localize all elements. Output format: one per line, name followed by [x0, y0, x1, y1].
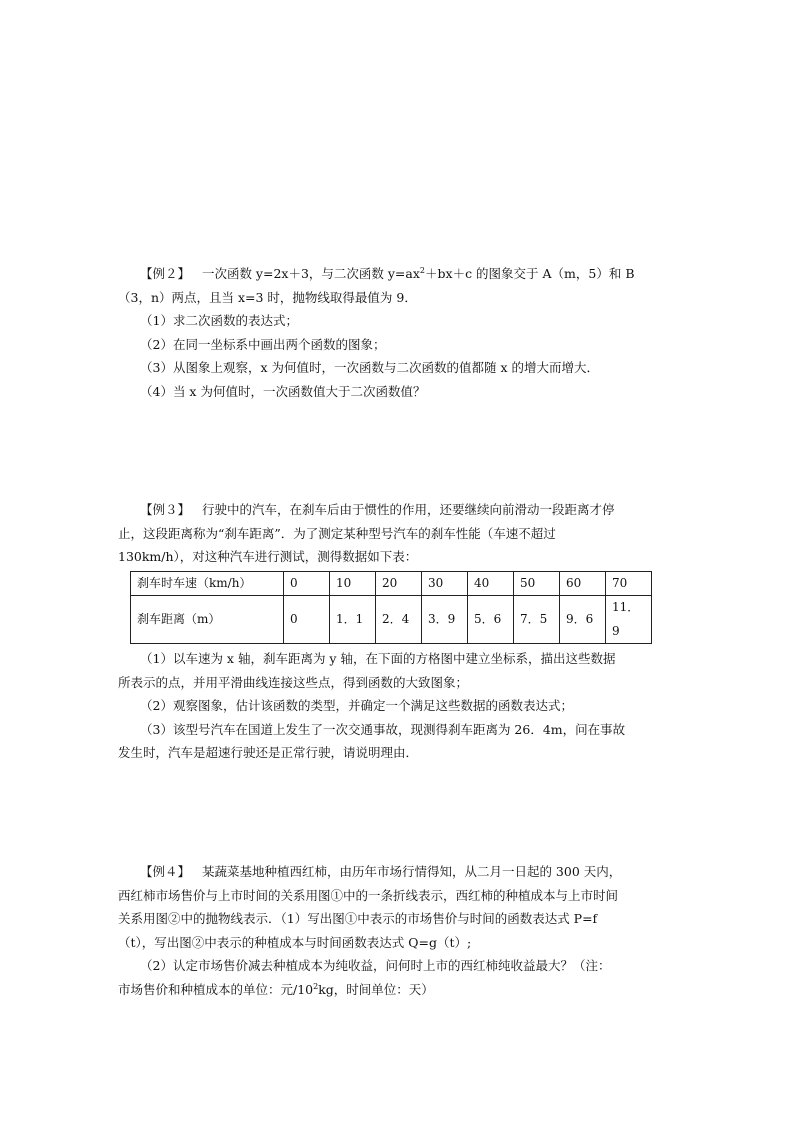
- example-2-text-b: ＋bx＋c 的图象交于 A（m，5）和 B: [425, 266, 635, 281]
- table-row: [131, 596, 652, 644]
- table-cell: 2．4: [376, 596, 422, 644]
- example-3-tag: 【例３】: [140, 502, 191, 517]
- example-3-line-3: 130km/h），对这种汽车进行测试，测得数据如下表：: [118, 549, 418, 564]
- example-4-units-a: 市场售价和种植成本的单位：元/10: [118, 981, 314, 997]
- example-4-line-3: 关系用图②中的抛物线表示．（1）写出图①中表示的市场售价与时间的函数表达式 P=f: [118, 911, 598, 926]
- table-cell: 20: [376, 571, 422, 596]
- example-2: [118, 262, 674, 403]
- example-2-question-2: （2）在同一坐标系中画出两个函数的图象；: [140, 336, 386, 352]
- example-4-line-4: （t），写出图②中表示的种植成本与时间函数表达式 Q=g（t）;: [118, 934, 472, 950]
- table-cell: 1．1: [330, 596, 376, 644]
- example-3: [118, 498, 674, 765]
- table-cell: 70: [606, 571, 652, 596]
- table-cell: 10: [330, 571, 376, 596]
- example-4-question-2b: [118, 978, 674, 1002]
- example-3-line-2: 止，这段距离称为“刹车距离”．为了测定某种型号汽车的刹车性能（车速不超过: [118, 525, 556, 541]
- table-cell: 5．6: [468, 596, 514, 644]
- table-cell: 40: [468, 571, 514, 596]
- example-4: [118, 860, 674, 1001]
- table-row-label: 刹车距离（m）: [131, 596, 284, 644]
- example-3-question-1b: 所表示的点，并用平滑曲线连接这些点，得到函数的大致图象；: [118, 674, 469, 690]
- example-4-units-b: kg，时间单位：天）: [318, 981, 434, 997]
- example-3-text: 行驶中的汽车，在刹车后由于惯性的作用，还要继续向前滑动一段距离才停: [201, 502, 615, 517]
- table-cell: 0: [284, 571, 330, 596]
- example-4-line-1: [118, 860, 674, 884]
- example-2-question-1: （1）求二次函数的表达式；: [140, 313, 298, 328]
- example-2-tag: 【例２】: [140, 266, 191, 281]
- table-row: [131, 571, 652, 596]
- table-cell: 50: [514, 571, 560, 596]
- table-cell: 11．9: [606, 596, 652, 644]
- example-2-text-a: 一次函数 y=2x＋3，与二次函数 y=ax: [201, 266, 420, 281]
- exponent: 2: [419, 266, 426, 275]
- example-3-question-3b: 发生时，汽车是超速行驶还是正常行驶，请说明理由．: [118, 745, 419, 760]
- table-cell: 9．6: [560, 596, 606, 644]
- example-4-line-2: 西红柿市场售价与上市时间的关系用图①中的一条折线表示，西红柿的种植成本与上市时间: [118, 887, 619, 903]
- example-3-line-1: [118, 498, 674, 522]
- table-row-label: 刹车时车速（km/h）: [131, 571, 284, 596]
- example-2-line-2: （3，n）两点，且当 x=3 时，抛物线取得最值为 9．: [118, 289, 417, 305]
- table-cell: 3．9: [422, 596, 468, 644]
- example-2-line-1: [118, 262, 674, 286]
- exponent: 2: [313, 981, 319, 991]
- table-cell: 7．5: [514, 596, 560, 644]
- example-4-text: 某蔬菜基地种植西红柿，由历年市场行情得知，从二月一日起的 300 天内，: [201, 864, 622, 879]
- example-3-question-2: （2）观察图象，估计该函数的类型，并确定一个满足这些数据的函数表达式；: [140, 698, 573, 713]
- example-2-question-3: （3）从图象上观察，x 为何值时，一次函数与二次函数的值都随 x 的增大而增大．: [140, 360, 599, 375]
- table-cell: 0: [284, 596, 330, 644]
- example-4-tag: 【例４】: [140, 864, 191, 879]
- example-3-question-1a: （1）以车速为 x 轴，刹车距离为 y 轴，在下面的方格图中建立坐标系，描出这些数据: [140, 651, 616, 666]
- table-cell: 60: [560, 571, 606, 596]
- table-cell: 30: [422, 571, 468, 596]
- example-2-question-4: （4）当 x 为何值时，一次函数值大于二次函数值？: [140, 383, 426, 399]
- example-3-question-3a: （3）该型号汽车在国道上发生了一次交通事故，现测得刹车距离为 26．4m，问在事故: [140, 721, 626, 737]
- example-4-question-2a: （2）认定市场售价减去种植成本为纯收益，问何时上市的西红柿纯收益最大？（注：: [140, 958, 611, 973]
- braking-data-table: [130, 571, 652, 645]
